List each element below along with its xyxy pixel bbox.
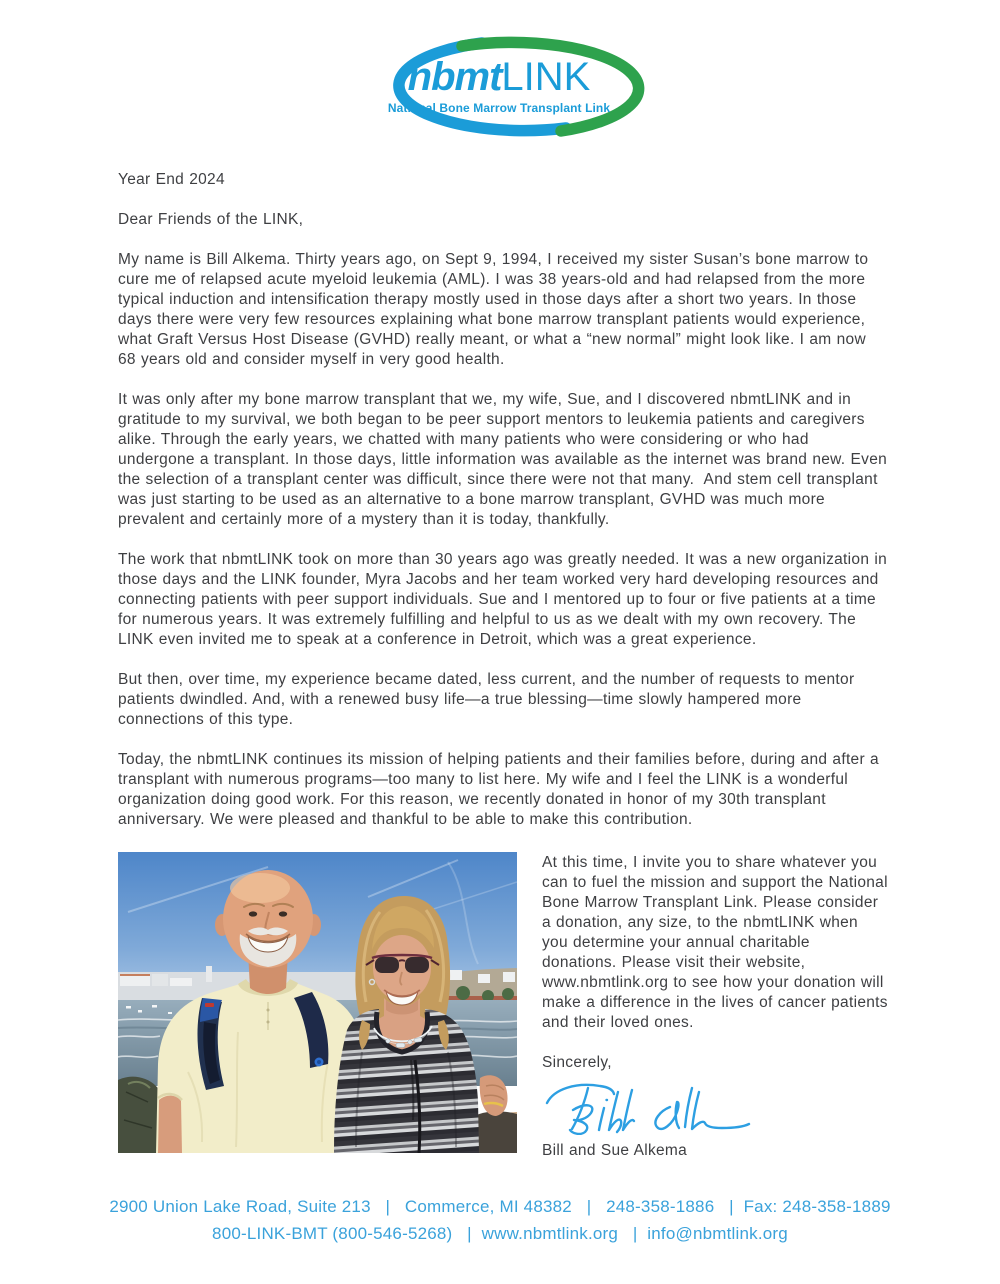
footer-phone-web-line: 800-LINK-BMT (800-546-5268) | www.nbmtlink.org | info@nbmtlink.org <box>212 1224 788 1243</box>
logo-wordmark-nbmt: nbmt <box>407 55 502 99</box>
footer-address-line: 2900 Union Lake Road, Suite 213 | Commerce, MI 48382 | 248-358-1886 | Fax: 248-358-1889 <box>109 1197 891 1216</box>
aside-paragraph: At this time, I invite you to share whatever you can to fuel the mission and support the National Bone Marrow Transplant Link. Please consider a donation, any size, to the nbmtLINK when you determine your annual charitable donations. Please visit their website, www.nbmtlink.org to see how your donation will make a difference in the lives of cancer patients and their loved ones. <box>542 854 893 1031</box>
handwritten-signature <box>542 1079 754 1135</box>
couple-photo <box>118 852 517 1153</box>
logo-tagline: National Bone Marrow Transplant Link <box>387 101 611 115</box>
logo-wordmark-link: LINK <box>501 55 591 99</box>
paragraph-2: It was only after my bone marrow transplant that we, my wife, Sue, and I discovered nbmtLINK and in gratitude to my survival, we both began to be peer support mentors to leukemia patients and caregivers alike. Through the early years, we chatted with many patients who were considering or who had undergone a transplant. In those days, little information was available as the internet was brand new. Even the selection of a transplant center was difficult, since there were not that many. And stem cell transplant was just starting to be used as an alternative to a bone marrow transplant, GVHD was much more prevalent and certainly more of a mystery than it is today, thankfully. <box>118 391 893 528</box>
nbmtlink-logo <box>368 37 630 135</box>
date-line: Year End 2024 <box>118 171 225 188</box>
signed-by-name: Bill and Sue Alkema <box>542 1142 688 1159</box>
donation-appeal-column <box>542 853 893 1161</box>
salutation: Dear Friends of the LINK, <box>118 211 304 228</box>
paragraph-3: The work that nbmtLINK took on more than 30 years ago was greatly needed. It was a new organization in those days and the LINK founder, Myra Jacobs and her team worked very hard developing resources and connecting patients with peer support individuals. Sue and I mentored up to four or five patients at a time for numerous years. It was extremely fulfilling and helpful to us as we dealt with my own recovery. The LINK even invited me to speak at a conference in Detroit, which was a great experience. <box>118 551 893 648</box>
closing-line: Sincerely, <box>542 1054 612 1071</box>
couple-photo-image <box>118 852 517 1153</box>
contact-footer <box>0 1193 1000 1247</box>
paragraph-1: My name is Bill Alkema. Thirty years ago, on Sept 9, 1994, I received my sister Susan’s bone marrow to cure me of relapsed acute myeloid leukemia (AML). I was 38 years-old and had relapsed from the more typical induction and intensification therapy mostly used in those days after a short two years. In those days there were very few resources explaining what bone marrow transplant patients would experience, what Graft Versus Host Disease (GVHD) really meant, or what a “new normal” might look like. I am now 68 years old and consider myself in very good health. <box>118 251 874 368</box>
paragraph-4: But then, over time, my experience became dated, less current, and the number of requests to mentor patients dwindled. And, with a renewed busy life—a true blessing—time slowly hampered more connections of this type. <box>118 671 860 728</box>
logo-wordmark <box>368 57 630 97</box>
paragraph-5: Today, the nbmtLINK continues its mission of helping patients and their families before, during and after a transplant with numerous programs—too many to list here. My wife and I feel the LINK is a wonderful organization doing good work. For this reason, we recently donated in honor of my 30th transplant anniversary. We were pleased and thankful to be able to make this contribution. <box>118 751 885 828</box>
letter-body <box>118 170 893 850</box>
